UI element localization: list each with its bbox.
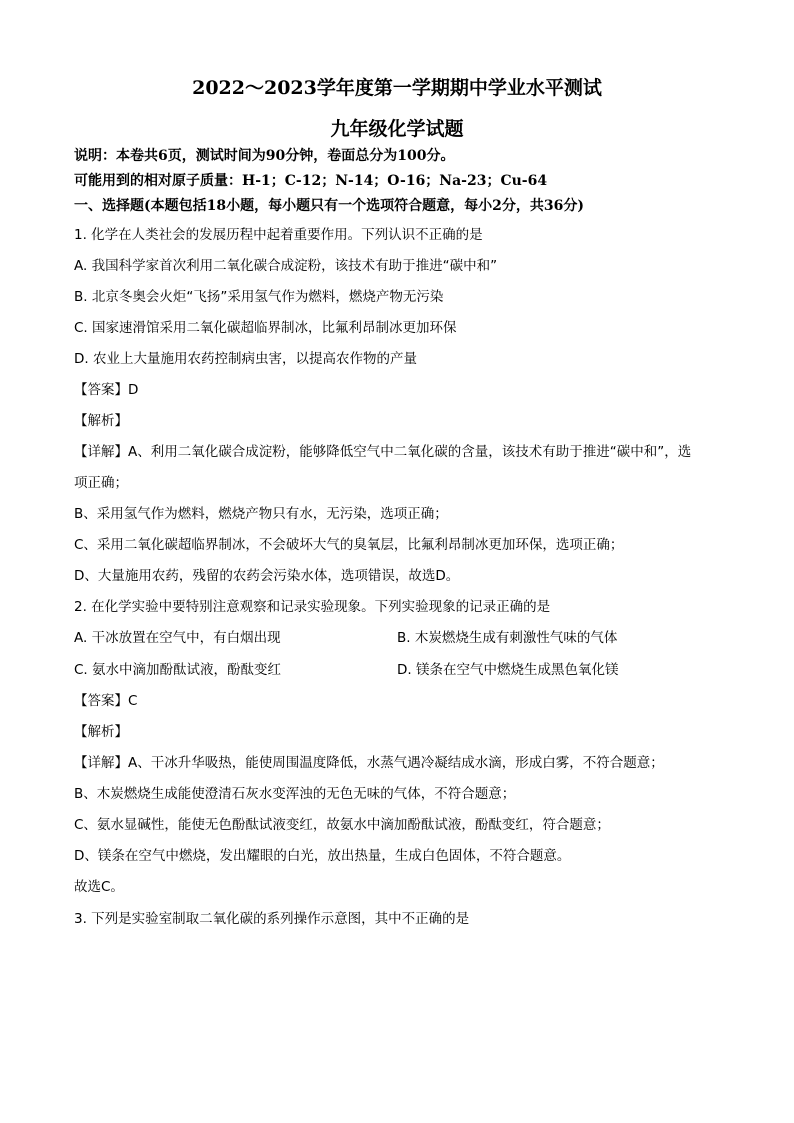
q1-option-a: A. 我国科学家首次利用二氧化碳合成淀粉，该技术有助于推进“碳中和”: [74, 258, 498, 274]
q1-detail-1: 【详解】A、利用二氧化碳合成淀粉，能够降低空气中二氧化碳的含量，该技术有助于推进“碳中和”，选: [74, 444, 692, 460]
q2-detail-3: C、氨水显碱性，能使无色酚酞试液变红，故氨水中滴加酚酞试液，酚酞变红，符合题意；: [74, 817, 610, 833]
q1-option-d: D. 农业上大量施用农药控制病虫害，以提高农作物的产量: [74, 351, 417, 367]
instructions: 说明：本卷共6页，测试时间为90分钟，卷面总分为100分。: [74, 148, 455, 164]
q2-detail-1: 【详解】A、干冰升华吸热，能使周围温度降低，水蒸气遇冷凝结成水滴，形成白雾，不符合题意；: [74, 755, 664, 771]
page-title: 2022～2023学年度第一学期期中学业水平测试: [192, 77, 602, 99]
q1-detail-2: B、采用氢气作为燃料，燃烧产物只有水，无污染，选项正确；: [74, 506, 448, 522]
q1-detail-4: D、大量施用农药，残留的农药会污染水体，选项错误，故选D。: [74, 568, 460, 584]
q1-stem: 1. 化学在人类社会的发展历程中起着重要作用。下列认识不正确的是: [74, 227, 483, 243]
q1-option-c: C. 国家速滑馆采用二氧化碳超临界制冰，比氟利昂制冰更加环保: [74, 320, 457, 336]
q2-option-c: C. 氨水中滴加酚酞试液，酚酞变红: [74, 662, 282, 678]
q2-detail-4: D、镁条在空气中燃烧，发出耀眼的白光，放出热量，生成白色固体，不符合题意。: [74, 848, 571, 864]
q2-detail-2: B、木炭燃烧生成能使澄清石灰水变浑浊的无色无味的气体，不符合题意；: [74, 786, 516, 802]
q1-detail-3: C、采用二氧化碳超临界制冰，不会破坏大气的臭氧层，比氟利昂制冰更加环保，选项正确；: [74, 537, 624, 553]
q1-option-b: B. 北京冬奥会火炬“飞扬”采用氢气作为燃料，燃烧产物无污染: [74, 289, 444, 305]
q2-option-b: B. 木炭燃烧生成有刺激性气味的气体: [397, 630, 618, 646]
q1-analysis-label: 【解析】: [74, 413, 128, 429]
page-subtitle: 九年级化学试题: [330, 118, 464, 140]
q2-option-d: D. 镁条在空气中燃烧生成黑色氧化镁: [397, 662, 619, 678]
q3-stem: 3. 下列是实验室制取二氧化碳的系列操作示意图，其中不正确的是: [74, 911, 470, 927]
q1-answer: 【答案】D: [74, 382, 139, 398]
atomic-masses: 可能用到的相对原子质量：H-1；C-12；N-14；O-16；Na-23；Cu-64: [74, 173, 548, 189]
section-heading: 一、选择题(本题包括18小题，每小题只有一个选项符合题意，每小2分，共36分): [74, 198, 584, 214]
q2-conclusion: 故选C。: [74, 879, 124, 895]
q2-option-a: A. 干冰放置在空气中，有白烟出现: [74, 630, 281, 646]
q1-detail-1b: 项正确；: [74, 475, 128, 491]
q2-analysis-label: 【解析】: [74, 724, 128, 740]
q2-answer: 【答案】C: [74, 693, 138, 709]
q2-stem: 2. 在化学实验中要特别注意观察和记录实验现象。下列实验现象的记录正确的是: [74, 599, 551, 615]
